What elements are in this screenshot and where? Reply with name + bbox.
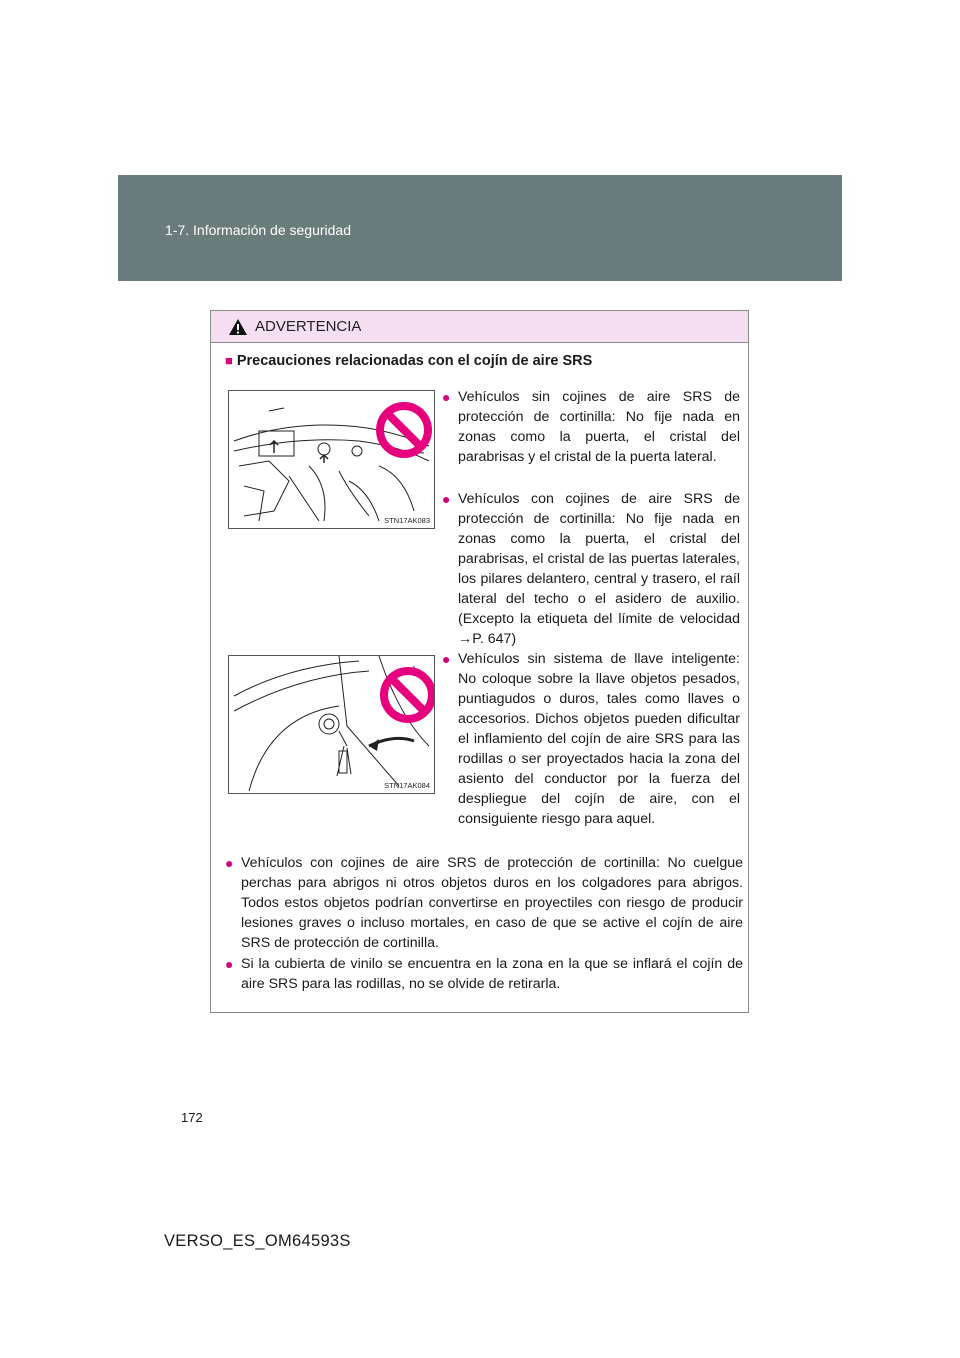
warning-box — [210, 310, 749, 1013]
figure-ignition-key — [228, 655, 435, 794]
prohibition-icon — [375, 401, 433, 459]
warning-bullet — [225, 954, 743, 994]
warning-bullet — [225, 853, 743, 953]
prohibition-icon — [379, 666, 435, 724]
warning-label: ADVERTENCIA — [255, 318, 362, 335]
bullet-text: Vehículos sin cojines de aire SRS de protección de cortinilla: No fije nada en zonas como la puerta, el cristal del parabrisas y el cristal de la puerta lateral. — [458, 389, 740, 465]
figure-code: STN17AK083 — [384, 516, 430, 525]
document-code: VERSO_ES_OM64593S — [164, 1232, 351, 1250]
bullet-text: Si la cubierta de vinilo se encuentra en la zona en la que se inflará el cojín de aire SRS para las rodillas, no se olvide de retirarla. — [241, 956, 743, 992]
bullet-text: Vehículos sin sistema de llave inteligente: No coloque sobre la llave objetos pesados, puntiagudos o duros, tales como llaves o accesorios. Dichos objetos pueden dificultar el inflamiento del cojín de aire SRS para las rodillas o ser proyectados hacia la zona del asiento del conductor por la fuerza del despliegue del cojín de aire, con el consiguiente riesgo para aquel. — [458, 651, 740, 827]
subheading-square-icon: ■ — [225, 353, 233, 368]
bullet-text: Vehículos con cojines de aire SRS de protección de cortinilla: No cuelgue perchas para abrigos ni otros objetos duros en los colgadores para abrigos. Todos estos objetos podrían convertirse en proyectiles con riesgo de producir lesiones graves o incluso mortales, en caso de que se active el cojín de aire SRS de protección de cortinilla. — [241, 855, 743, 951]
warning-bullet — [442, 489, 740, 649]
bullet-dot-icon: ● — [442, 389, 451, 405]
bullet-dot-icon: ● — [225, 855, 234, 871]
warning-header — [211, 311, 748, 343]
bullet-text: Vehículos con cojines de aire SRS de protección de cortinilla: No fije nada en zonas como la puerta, el cristal del parabrisas, el cristal de las puertas laterales, los pilares delantero, central y trasero, el raíl lateral del techo o el asidero de auxilio. (Excepto la etiqueta del límite de velocidad →P. 647) — [458, 491, 740, 647]
subheading-text: Precauciones relacionadas con el cojín de aire SRS — [236, 353, 593, 369]
figure-code: STN17AK084 — [384, 781, 430, 790]
warning-subheading — [225, 353, 592, 369]
bullet-dot-icon: ● — [442, 651, 451, 667]
warning-bullet — [442, 649, 740, 829]
page-number: 172 — [181, 1110, 203, 1125]
figure-windshield — [228, 390, 435, 529]
warning-triangle-icon — [228, 318, 248, 336]
section-title: 1-7. Información de seguridad — [165, 222, 351, 238]
bullet-dot-icon: ● — [225, 956, 234, 972]
bullet-dot-icon: ● — [442, 491, 451, 507]
warning-bullet — [442, 387, 740, 467]
